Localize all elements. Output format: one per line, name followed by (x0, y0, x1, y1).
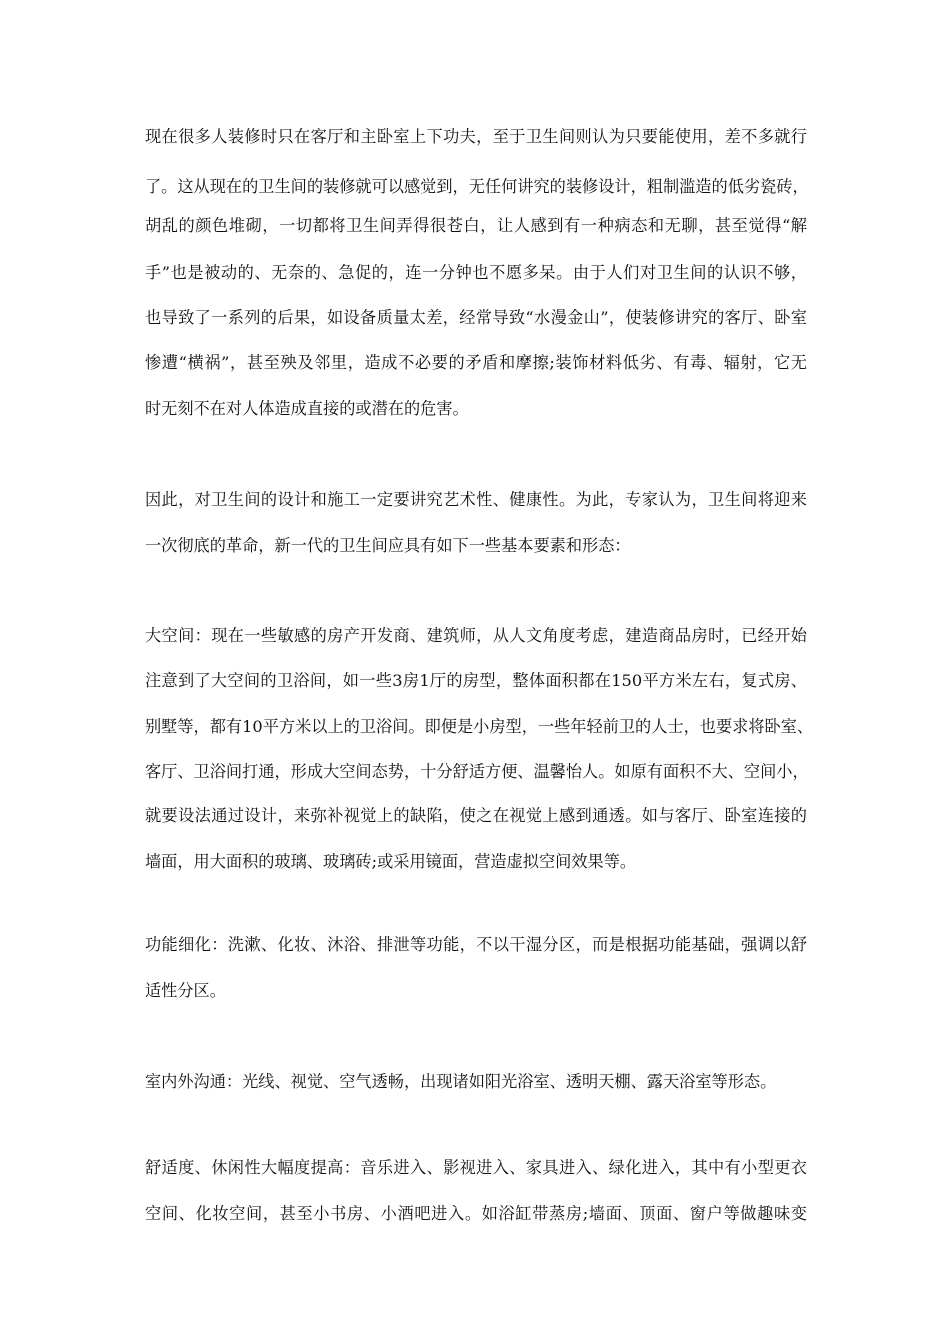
paragraph-6-line-2: 空间、化妆空间，甚至小书房、小酒吧进入。如浴缸带蒸房;墙面、顶面、窗户等做趣味变 (145, 1204, 807, 1223)
paragraph-3-line-1: 大空间：现在一些敏感的房产开发商、建筑师，从人文角度考虑，建造商品房时，已经开始 (145, 626, 807, 645)
paragraph-1-line-6: 惨遭“横祸”，甚至殃及邻里，造成不必要的矛盾和摩擦;装饰材料低劣、有毒、辐射，它无 (145, 353, 807, 372)
paragraph-4-line-1: 功能细化：洗漱、化妆、沐浴、排泄等功能，不以干湿分区，而是根据功能基础，强调以舒 (145, 935, 807, 954)
paragraph-3-line-3: 别墅等，都有10平方米以上的卫浴间。即便是小房型，一些年轻前卫的人士，也要求将卧室、 (145, 717, 814, 736)
paragraph-1-line-4: 手”也是被动的、无奈的、急促的，连一分钟也不愿多呆。由于人们对卫生间的认识不够， (145, 263, 807, 282)
paragraph-2-line-1: 因此，对卫生间的设计和施工一定要讲究艺术性、健康性。为此，专家认为，卫生间将迎来 (145, 490, 807, 509)
paragraph-1-line-1: 现在很多人装修时只在客厅和主卧室上下功夫，至于卫生间则认为只要能使用，差不多就行 (145, 127, 807, 146)
paragraph-1-line-7: 时无刻不在对人体造成直接的或潜在的危害。 (145, 399, 469, 418)
paragraph-3-line-6: 墙面，用大面积的玻璃、玻璃砖;或采用镜面，营造虚拟空间效果等。 (145, 852, 637, 871)
paragraph-1-line-2: 了。这从现在的卫生间的装修就可以感觉到，无任何讲究的装修设计，粗制滥造的低劣瓷砖， (145, 177, 809, 196)
paragraph-6-line-1: 舒适度、休闲性大幅度提高：音乐进入、影视进入、家具进入、绿化进入，其中有小型更衣 (145, 1158, 807, 1177)
paragraph-1-line-5: 也导致了一系列的后果，如设备质量太差，经常导致“水漫金山”，使装修讲究的客厅、卧室 (145, 308, 807, 327)
paragraph-2-line-2: 一次彻底的革命，新一代的卫生间应具有如下一些基本要素和形态： (145, 536, 631, 555)
paragraph-5-line-1: 室内外沟通：光线、视觉、空气透畅，出现诸如阳光浴室、透明天棚、露天浴室等形态。 (145, 1072, 777, 1091)
paragraph-3-line-5: 就要设法通过设计，来弥补视觉上的缺陷，使之在视觉上感到通透。如与客厅、卧室连接的 (145, 806, 807, 825)
paragraph-3-line-2: 注意到了大空间的卫浴间，如一些3房1厅的房型，整体面积都在150平方米左右，复式房、 (145, 671, 807, 690)
paragraph-3-line-4: 客厅、卫浴间打通，形成大空间态势，十分舒适方便、温馨怡人。如原有面积不大、空间小， (145, 762, 809, 781)
paragraph-4-line-2: 适性分区。 (145, 981, 226, 1000)
paragraph-1-line-3: 胡乱的颜色堆砌，一切都将卫生间弄得很苍白，让人感到有一种病态和无聊，甚至觉得“解 (145, 216, 807, 235)
